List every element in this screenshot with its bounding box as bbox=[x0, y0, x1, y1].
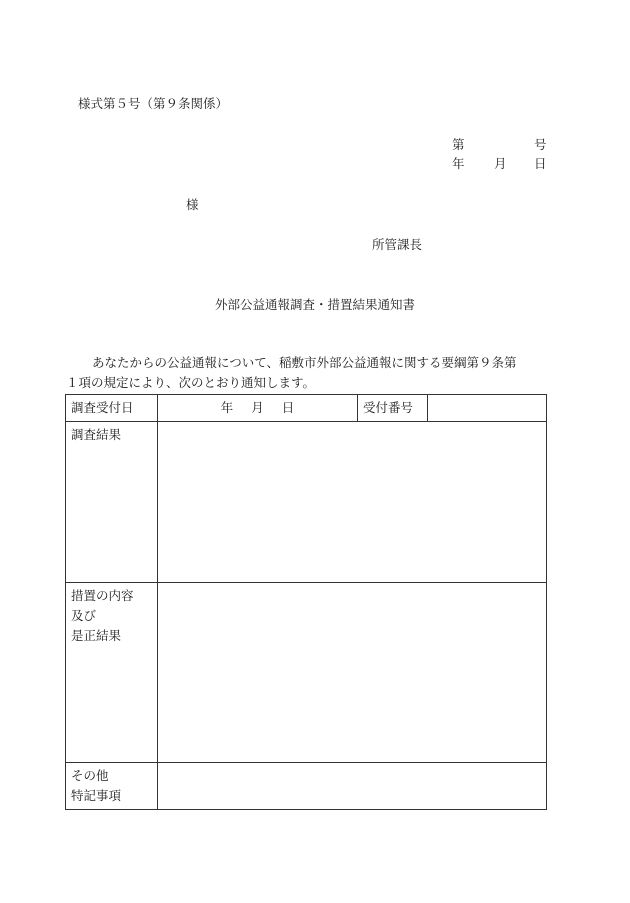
received-date-row bbox=[66, 395, 547, 422]
addressee-suffix: 様 bbox=[186, 197, 199, 212]
date-month: 月 bbox=[494, 156, 507, 171]
investigation-result-row bbox=[66, 422, 547, 583]
date-day: 日 bbox=[534, 156, 547, 171]
receipt-number-field[interactable] bbox=[428, 395, 547, 422]
measures-label: 措置の内容 及び 是正結果 bbox=[66, 583, 158, 763]
body-text-line-2: １項の規定により、次のとおり通知します。 bbox=[66, 375, 316, 390]
notification-form-table bbox=[65, 394, 547, 810]
document-number-prefix: 第 bbox=[452, 137, 465, 152]
sender: 所管課長 bbox=[372, 237, 423, 252]
measures-row bbox=[66, 583, 547, 763]
document-number-suffix: 号 bbox=[534, 137, 547, 152]
received-date-year: 年 bbox=[220, 400, 234, 415]
body-text-line-1: あなたからの公益通報について、稲敷市外部公益通報に関する要綱第９条第 bbox=[92, 355, 517, 370]
received-date-month: 月 bbox=[251, 400, 264, 415]
receipt-number-label: 受付番号 bbox=[358, 395, 428, 422]
received-date-label: 調査受付日 bbox=[66, 395, 158, 422]
measures-field[interactable] bbox=[158, 583, 547, 763]
received-date-day: 日 bbox=[281, 400, 295, 415]
investigation-result-label: 調査結果 bbox=[66, 422, 158, 583]
date-year: 年 bbox=[452, 156, 465, 171]
form-number: 様式第５号（第９条関係） bbox=[78, 96, 229, 111]
document-title: 外部公益通報調査・措置結果通知書 bbox=[214, 297, 415, 312]
received-date-field[interactable] bbox=[158, 395, 358, 422]
other-notes-label: その他 特記事項 bbox=[66, 763, 158, 810]
other-notes-field[interactable] bbox=[158, 763, 547, 810]
other-notes-row bbox=[66, 763, 547, 810]
investigation-result-field[interactable] bbox=[158, 422, 547, 583]
